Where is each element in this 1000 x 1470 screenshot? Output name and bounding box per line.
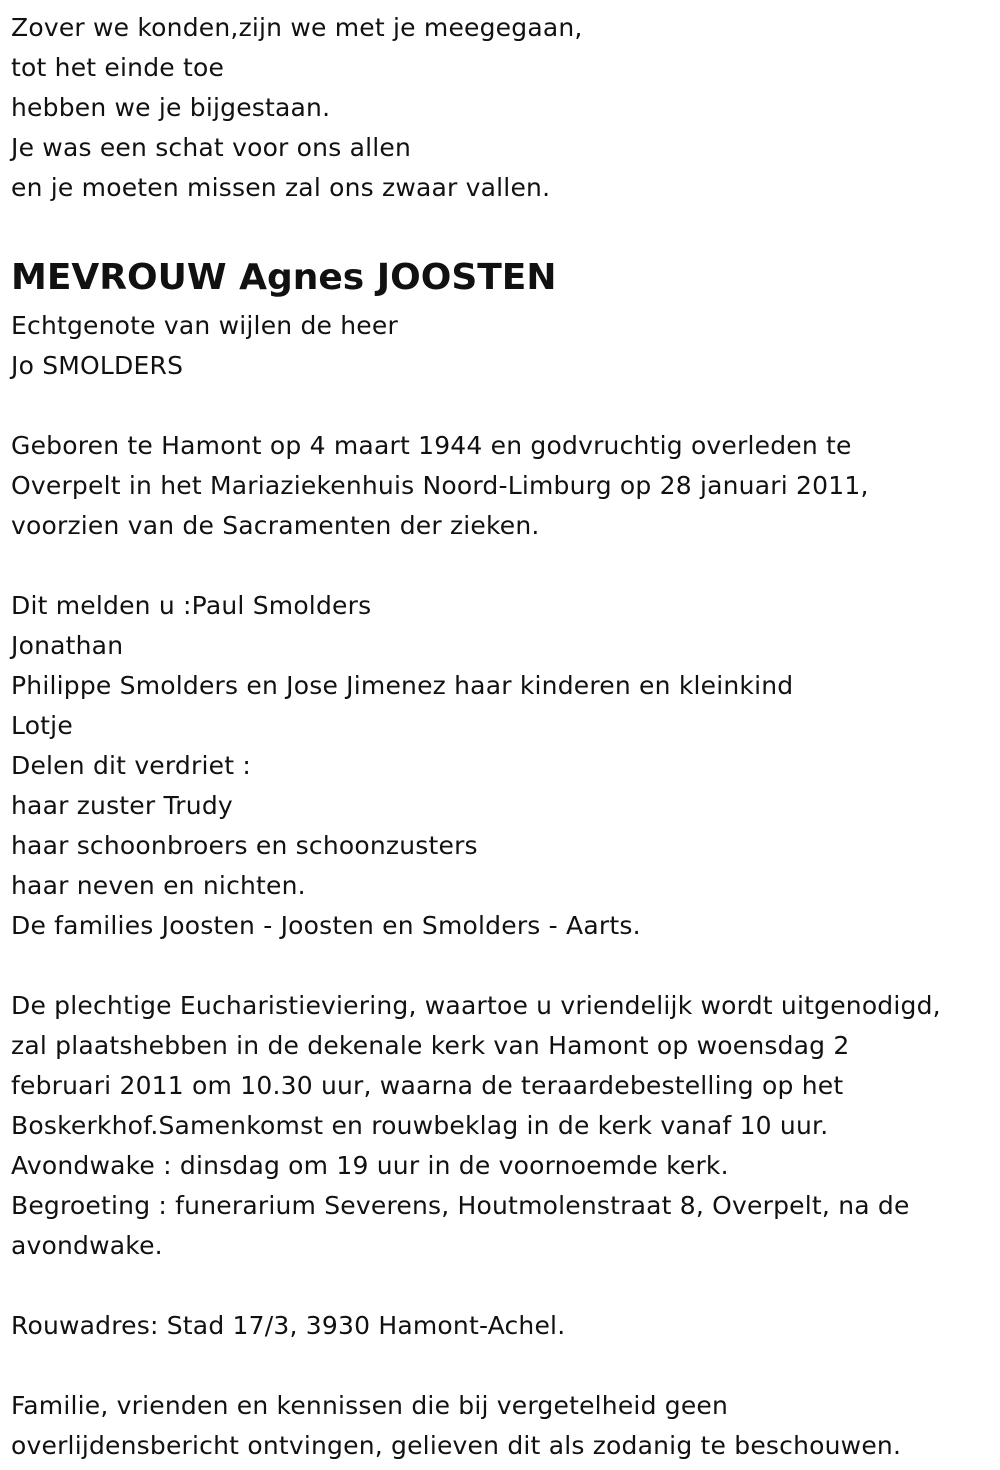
text-line: haar neven en nichten. [11, 871, 306, 900]
text-line: haar zuster Trudy [11, 791, 233, 820]
text-line: avondwake. [11, 1231, 163, 1260]
text-line: voorzien van de Sacramenten der zieken. [11, 511, 540, 540]
text-line: haar schoonbroers en schoonzusters [11, 831, 478, 860]
spacer [11, 1346, 991, 1386]
spacer [11, 1266, 991, 1306]
text-line: overlijdensbericht ontvingen, gelieven dit als zodanig te beschouwen. [11, 1431, 902, 1460]
ceremony-paragraph [11, 986, 991, 1266]
closing-paragraph [11, 1386, 991, 1466]
text-line: Philippe Smolders en Jose Jimenez haar kinderen en kleinkind [11, 671, 794, 700]
text-line: Avondwake : dinsdag om 19 uur in de voornoemde kerk. [11, 1151, 729, 1180]
spacer [11, 386, 991, 426]
text-line: Begroeting : funerarium Severens, Houtmolenstraat 8, Overpelt, na de [11, 1191, 910, 1220]
poem-line: Je was een schat voor ons allen [11, 133, 412, 162]
text-line: Dit melden u :Paul Smolders [11, 591, 372, 620]
poem-line: en je moeten missen zal ons zwaar vallen. [11, 173, 551, 202]
text-line: februari 2011 om 10.30 uur, waarna de teraardebestelling op het [11, 1071, 844, 1100]
poem-line: tot het einde toe [11, 53, 225, 82]
text-line: Lotje [11, 711, 73, 740]
text-line: De plechtige Eucharistieviering, waartoe u vriendelijk wordt uitgenodigd, [11, 991, 941, 1020]
poem [11, 8, 991, 208]
birth-death-paragraph [11, 426, 991, 546]
deceased-name: MEVROUW Agnes JOOSTEN [11, 257, 557, 298]
text-line: Delen dit verdriet : [11, 751, 251, 780]
family-paragraph [11, 586, 991, 946]
poem-line: hebben we je bijgestaan. [11, 93, 331, 122]
spouse-name: Jo SMOLDERS [11, 351, 184, 380]
text-line: Jonathan [11, 631, 124, 660]
text-line: zal plaatshebben in de dekenale kerk van Hamont op woensdag 2 [11, 1031, 850, 1060]
text-line: Familie, vrienden en kennissen die bij vergetelheid geen [11, 1391, 729, 1420]
text-line: Overpelt in het Mariaziekenhuis Noord-Limburg op 28 januari 2011, [11, 471, 869, 500]
death-notice [11, 8, 991, 1466]
spacer [11, 546, 991, 586]
text-line: Geboren te Hamont op 4 maart 1944 en godvruchtig overleden te [11, 431, 852, 460]
spacer [11, 946, 991, 986]
text-line: De families Joosten - Joosten en Smolders - Aarts. [11, 911, 641, 940]
mourning-address: Rouwadres: Stad 17/3, 3930 Hamont-Achel. [11, 1311, 566, 1340]
spouse-line: Echtgenote van wijlen de heer [11, 311, 398, 340]
text-line: Boskerkhof.Samenkomst en rouwbeklag in de kerk vanaf 10 uur. [11, 1111, 829, 1140]
poem-line: Zover we konden,zijn we met je meegegaan, [11, 13, 583, 42]
